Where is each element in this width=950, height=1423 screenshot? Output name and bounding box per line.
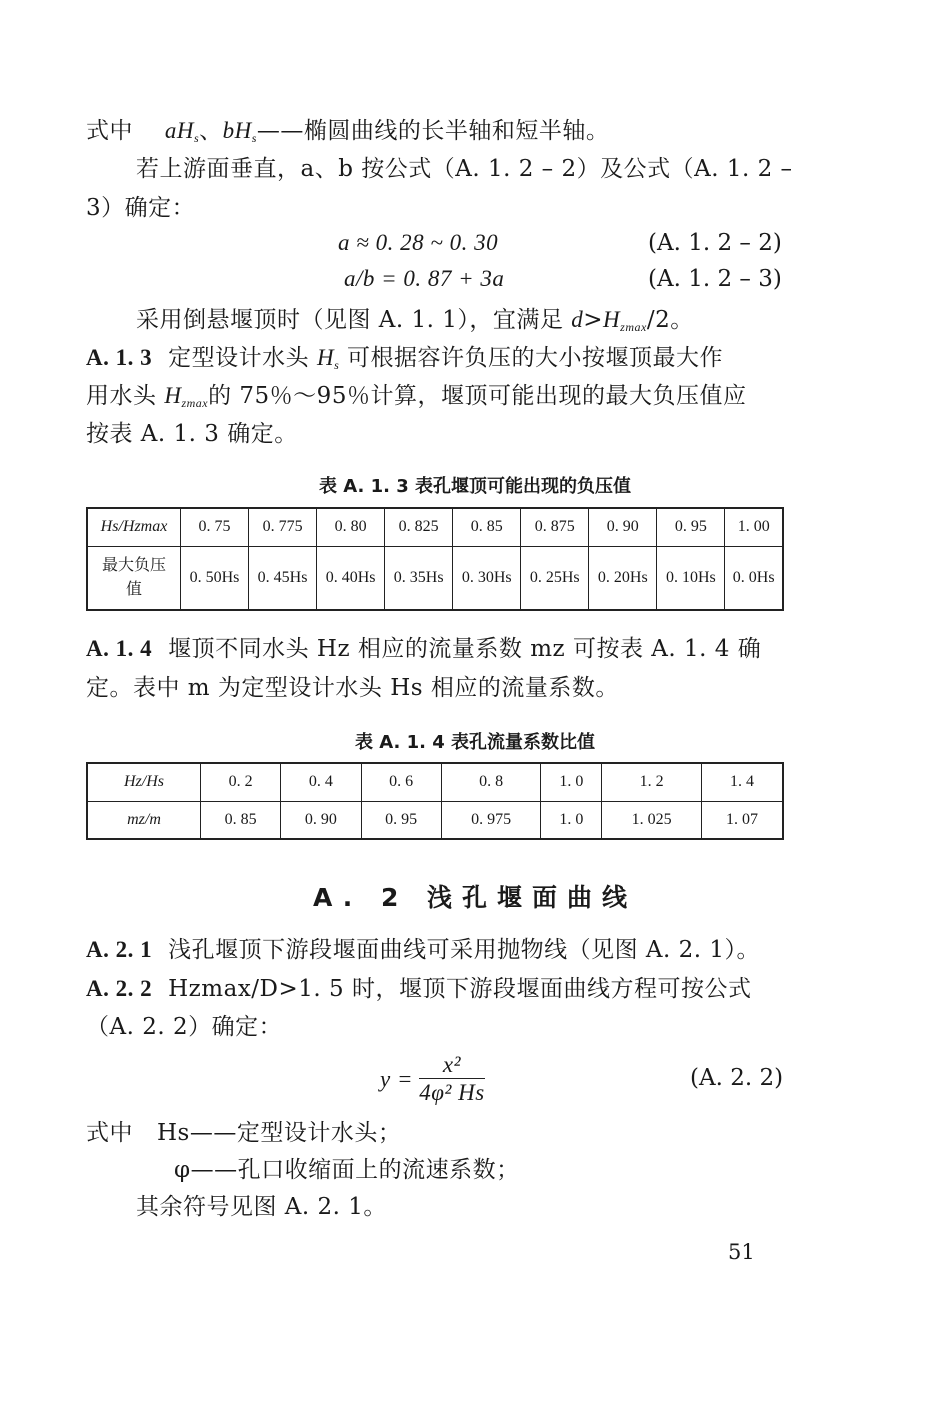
table-cell: 1. 00 [725, 508, 783, 546]
clause-a13-line1 [86, 343, 723, 380]
table-header-cell: mz/m [87, 801, 201, 839]
a13-text-a: 定型设计水头 [168, 345, 317, 371]
table-header-cell: Hs/Hzmax [87, 508, 181, 546]
where-label-2: 式中 [86, 1120, 133, 1146]
table-cell: 0. 40Hs [317, 546, 385, 610]
where-label: 式中 [86, 118, 133, 144]
eq-numerator: x² [419, 1052, 484, 1079]
table-cell: 1. 025 [602, 801, 702, 839]
overhang-line [136, 305, 694, 342]
definition-rest: 其余符号见图 A. 2. 1。 [136, 1194, 387, 1220]
equation-a-range: a ≈ 0. 28 ~ 0. 30 [338, 230, 499, 255]
table-cell: 0. 95 [361, 801, 441, 839]
table-cell: 0. 25Hs [521, 546, 589, 610]
table-cell: 0. 50Hs [181, 546, 249, 610]
definition-hs [86, 1118, 401, 1148]
table-cell: 0. 975 [441, 801, 541, 839]
clause-a22-line2: （A. 2. 2）确定： [86, 1014, 283, 1040]
Hzmax-symbol: H [164, 383, 182, 408]
H-symbol: H [603, 307, 621, 332]
clause-a14-number: A. 1. 4 [86, 636, 153, 661]
clause-a22-line1 [86, 974, 751, 1004]
axis-description: ——椭圆曲线的长半轴和短半轴。 [256, 118, 610, 144]
d-symbol: d [571, 307, 584, 332]
table-header-cell: 最大负压值 [87, 546, 181, 610]
table-cell: 0. 2 [201, 763, 281, 801]
table-cell: 0. 90 [281, 801, 361, 839]
table-cell: 0. 825 [385, 508, 453, 546]
table-row [87, 763, 783, 801]
definition-phi: φ——孔口收缩面上的流速系数； [174, 1157, 520, 1183]
a22-text-line1: Hzmax/D>1. 5 时，堰顶下游段堰面曲线方程可按公式 [168, 976, 752, 1002]
hs-definition: Hs——定型设计水头； [157, 1120, 402, 1146]
table-cell: 0. 95 [657, 508, 725, 546]
table-cell: 1. 4 [701, 763, 783, 801]
Hzmax-subscript: zmax [181, 396, 209, 410]
clause-a21 [86, 935, 760, 965]
bHs-subscript: s [251, 131, 257, 145]
overhang-tail: /2。 [646, 307, 694, 333]
a13-text-b: 可根据容许负压的大小按堰顶最大作 [339, 345, 724, 371]
table-cell: 1. 07 [701, 801, 783, 839]
a14-text-line1: 堰顶不同水头 Hz 相应的流量系数 mz 可按表 A. 1. 4 确 [168, 636, 762, 662]
Hs-symbol: H [316, 345, 335, 370]
table-row [87, 801, 783, 839]
table-cell: 0. 4 [281, 763, 361, 801]
bHs-symbol: bH [222, 118, 252, 143]
table-cell: 0. 85 [201, 801, 281, 839]
table-header-cell: Hz/Hs [87, 763, 201, 801]
aHs-symbol: aH [164, 118, 194, 143]
a21-text: 浅孔堰顶下游段堰面曲线可采用抛物线（见图 A. 2. 1）。 [168, 937, 761, 963]
page-number: 51 [728, 1240, 755, 1264]
equation-a-over-b: a/b = 0. 87 + 3a [344, 266, 505, 291]
table-row [87, 546, 783, 610]
equation-parabola [380, 1048, 485, 1110]
eq-fraction [419, 1052, 484, 1107]
eq-lhs: y = [380, 1066, 413, 1092]
table-cell: 0. 6 [361, 763, 441, 801]
section-a2-heading: A. 2 浅孔堰面曲线 [312, 883, 638, 912]
table-row [87, 508, 783, 546]
table-cell: 1. 2 [602, 763, 702, 801]
table-cell: 0. 80 [317, 508, 385, 546]
table-cell: 0. 775 [249, 508, 317, 546]
equation-a-over-b-number: (A. 1. 2 – 3) [648, 266, 782, 292]
intro-where-line [86, 116, 609, 153]
aHs-subscript: s [193, 131, 200, 145]
table-cell: 0. 85 [453, 508, 521, 546]
gt-symbol: > [583, 307, 604, 333]
vertical-face-line2: 3）确定： [86, 195, 196, 221]
equation-parabola-number: (A. 2. 2) [690, 1065, 784, 1091]
table-cell: 1. 0 [541, 801, 602, 839]
table-a14 [86, 762, 784, 840]
a13-text-c: 用水头 [86, 383, 165, 409]
clause-a21-number: A. 2. 1 [86, 937, 153, 962]
clause-a13-number: A. 1. 3 [86, 345, 153, 370]
clause-a13-line2 [86, 381, 746, 418]
a13-text-d: 的 75％～95％计算，堰顶可能出现的最大负压值应 [208, 383, 747, 409]
separator: 、 [199, 118, 223, 144]
equation-a-range-number: (A. 1. 2 – 2) [648, 230, 782, 256]
table-cell: 0. 75 [181, 508, 249, 546]
overhang-text: 采用倒悬堰顶时（见图 A. 1. 1），宜满足 [136, 307, 572, 333]
eq-denominator: 4φ² Hs [419, 1080, 485, 1106]
table-cell: 0. 8 [441, 763, 541, 801]
clause-a14-line2: 定。表中 m 为定型设计水头 Hs 相应的流量系数。 [86, 675, 619, 701]
table-cell: 0. 10Hs [657, 546, 725, 610]
table-cell: 0. 875 [521, 508, 589, 546]
clause-a22-number: A. 2. 2 [86, 976, 153, 1001]
table-cell: 1. 0 [541, 763, 602, 801]
table-cell: 0. 20Hs [589, 546, 657, 610]
vertical-face-line1: 若上游面垂直，a、b 按公式（A. 1. 2 – 2）及公式（A. 1. 2 – [136, 156, 793, 182]
table-a13-caption: 表 A. 1. 3 表孔堰顶可能出现的负压值 [318, 476, 632, 497]
table-a13 [86, 507, 784, 611]
table-cell: 0. 35Hs [385, 546, 453, 610]
table-cell: 0. 0Hs [725, 546, 783, 610]
H-zmax-subscript: zmax [620, 320, 647, 334]
table-cell: 0. 90 [589, 508, 657, 546]
table-cell: 0. 45Hs [249, 546, 317, 610]
clause-a13-line3: 按表 A. 1. 3 确定。 [86, 421, 298, 447]
Hs-subscript: s [334, 358, 340, 372]
table-cell: 0. 30Hs [453, 546, 521, 610]
table-a14-caption: 表 A. 1. 4 表孔流量系数比值 [354, 732, 596, 753]
clause-a14-line1 [86, 634, 761, 664]
